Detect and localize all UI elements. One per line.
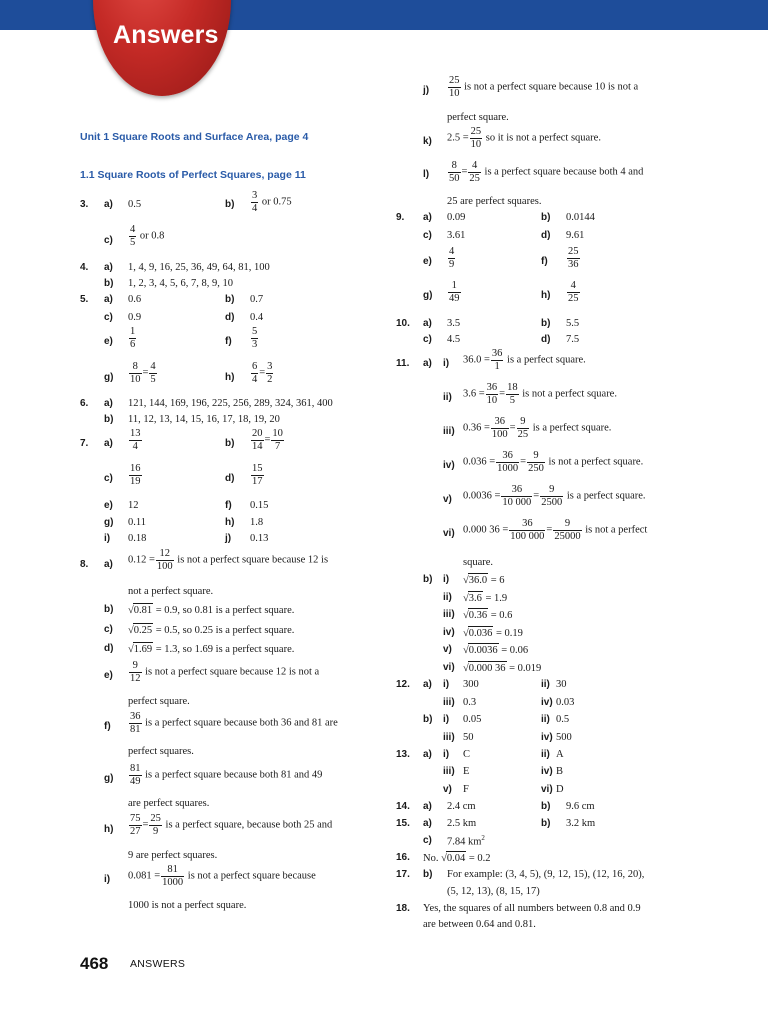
part-label: b) [104, 278, 114, 289]
answer-math: $\frac{5}{3}$ [252, 326, 258, 350]
answer-math: 0.0036 = $\frac{36}{10 000}$ = $\frac{9}{2500}$ is a perfect square. [463, 484, 646, 508]
answer-math: 7.84 $km^2$ [447, 834, 485, 848]
page-number: 468 [80, 954, 109, 973]
answer-text: 1, 4, 9, 16, 25, 36, 49, 64, 81, 100 [128, 262, 270, 273]
answer-text: 3.5 [447, 318, 461, 329]
question-number: 3. [80, 199, 89, 210]
answer-math: √0.25 = 0.5, so 0.25 is a perfect square. [128, 625, 295, 636]
answer-text: B [556, 766, 564, 777]
subpart-label: v) [443, 644, 452, 655]
answer-text: D [556, 784, 564, 795]
part-label: c) [104, 312, 113, 323]
answer-text: 50 [463, 732, 474, 743]
answer-math: $\frac{25}{10}$ is not a perfect square because 10 is not a [449, 75, 639, 99]
answer-text: 30 [556, 679, 567, 690]
part-label: j) [423, 85, 430, 96]
answer-text: 25 are perfect squares. [447, 196, 542, 207]
part-label: a) [104, 438, 113, 449]
question-number: 7. [80, 438, 89, 449]
answer-math: $\frac{4}{9}$ [449, 246, 455, 270]
part-label: a) [104, 262, 113, 273]
answer-text: 0.05 [463, 714, 482, 725]
question-number: 12. [396, 679, 410, 690]
answer-text: 1000 is not a perfect square. [128, 900, 247, 911]
answer-math: √0.036 = 0.19 [463, 628, 523, 639]
question-number: 17. [396, 869, 410, 880]
answer-text: 500 [556, 732, 572, 743]
subpart-label: vi) [541, 784, 553, 795]
part-label: b) [225, 294, 235, 305]
answer-math: 0.000 36 = $\frac{36}{100 000}$ = $\frac{9}{25000}$ is not a perfect [463, 518, 648, 542]
part-label: g) [104, 517, 114, 528]
part-label: d) [541, 230, 551, 241]
subpart-label: iv) [541, 766, 553, 777]
subpart-label: iv) [541, 697, 553, 708]
answer-math: $\frac{16}{19}$ [130, 463, 141, 487]
answer-text: 1, 2, 3, 4, 5, 6, 7, 8, 9, 10 [128, 278, 233, 289]
part-label: a) [423, 749, 432, 760]
subpart-label: ii) [443, 592, 452, 603]
answer-text: 300 [463, 679, 479, 690]
part-label: c) [104, 235, 113, 246]
answer-math: 2.5 = $\frac{25}{10}$ so it is not a perfect square. [447, 126, 601, 150]
part-label: h) [225, 517, 235, 528]
part-label: b) [541, 318, 551, 329]
answer-math: √3.6 = 1.9 [463, 593, 508, 604]
answer-math: $\frac{1}{6}$ [130, 326, 136, 350]
part-label: i) [104, 874, 111, 885]
answer-math: $\frac{4}{5}$ or 0.8 [130, 224, 165, 248]
question-number: 8. [80, 559, 89, 570]
part-label: c) [423, 334, 432, 345]
answer-math: $\frac{4}{25}$ [568, 280, 579, 304]
part-label: a) [104, 199, 113, 210]
part-label: a) [423, 679, 432, 690]
part-label: a) [104, 398, 113, 409]
part-label: b) [423, 714, 433, 725]
part-label: d) [225, 312, 235, 323]
question-number: 15. [396, 818, 410, 829]
subpart-label: ii) [541, 749, 550, 760]
answer-math: 36.0 = $\frac{36}{1}$ is a perfect square. [463, 348, 586, 372]
answer-text: A [556, 749, 564, 760]
part-label: b) [541, 801, 551, 812]
answer-math: √36.0 = 6 [463, 575, 505, 586]
answer-text: 0.6 [128, 294, 142, 305]
subpart-label: i) [443, 358, 450, 369]
answer-math: $\frac{3}{4}$ or 0.75 [252, 190, 292, 214]
answer-text: perfect square. [128, 696, 190, 707]
subpart-label: i) [443, 574, 450, 585]
part-label: h) [104, 824, 114, 835]
answer-text: 9 are perfect squares. [128, 850, 218, 861]
subpart-label: iv) [541, 732, 553, 743]
answer-math: No. √0.04 = 0.2 [423, 853, 491, 864]
subpart-label: iii) [443, 609, 455, 620]
part-label: b) [225, 438, 235, 449]
part-label: b) [541, 818, 551, 829]
subpart-label: ii) [541, 714, 550, 725]
subpart-label: iii) [443, 732, 455, 743]
answer-text: 4.5 [447, 334, 461, 345]
answer-math: $\frac{9}{12}$ is not a perfect square because 12 is not a [130, 660, 320, 684]
answer-text: 0.5 [128, 199, 142, 210]
answer-text: perfect square. [447, 112, 509, 123]
question-number: 5. [80, 294, 89, 305]
subpart-label: iii) [443, 697, 455, 708]
part-label: b) [104, 604, 114, 615]
answer-math: √1.69 = 1.3, so 1.69 is a perfect square. [128, 644, 295, 655]
answer-text: 0.15 [250, 500, 269, 511]
answer-math: $\frac{75}{27}$ = $\frac{25}{9}$ is a perfect square, because both 25 and [130, 813, 333, 837]
answer-text: are between 0.64 and 0.81. [423, 919, 536, 930]
subpart-label: i) [443, 714, 450, 725]
part-label: c) [104, 624, 113, 635]
subpart-label: iii) [443, 426, 455, 437]
part-label: a) [423, 318, 432, 329]
answer-text: (5, 12, 13), (8, 15, 17) [447, 886, 540, 897]
page-title: Answers [113, 21, 219, 49]
answer-text: 0.7 [250, 294, 264, 305]
part-label: b) [423, 574, 433, 585]
part-label: g) [423, 290, 433, 301]
part-label: a) [423, 212, 432, 223]
section-heading: 1.1 Square Roots of Perfect Squares, page 11 [80, 169, 306, 181]
subpart-label: v) [443, 784, 452, 795]
part-label: e) [104, 670, 113, 681]
part-label: h) [225, 372, 235, 383]
part-label: e) [423, 256, 432, 267]
answer-math: 0.12 = $\frac{12}{100}$ is not a perfect square because 12 is [128, 548, 329, 572]
part-label: b) [225, 199, 235, 210]
answer-math: √0.000 36 = 0.019 [463, 663, 542, 674]
answer-text: not a perfect square. [128, 586, 214, 597]
answer-math: √0.36 = 0.6 [463, 610, 513, 621]
answer-math: $\frac{15}{17}$ [252, 463, 263, 487]
unit-heading: Unit 1 Square Roots and Surface Area, page 4 [80, 131, 309, 143]
part-label: b) [104, 414, 114, 425]
answer-text: For example: (3, 4, 5), (9, 12, 15), (12, 16, 20), [447, 869, 645, 880]
part-label: f) [225, 336, 232, 347]
subpart-label: vi) [443, 662, 455, 673]
answer-text: 2.4 cm [447, 801, 476, 812]
part-label: a) [104, 559, 113, 570]
part-label: e) [104, 336, 113, 347]
answer-math: $\frac{25}{36}$ [568, 246, 579, 270]
answer-text: 0.18 [128, 533, 147, 544]
answer-text: 12 [128, 500, 139, 511]
answer-math: 0.081 = $\frac{81}{1000}$ is not a perfect square because [128, 864, 316, 888]
part-label: c) [423, 230, 432, 241]
answer-text: 5.5 [566, 318, 580, 329]
part-label: h) [541, 290, 551, 301]
answer-text: Yes, the squares of all numbers between 0.8 and 0.9 [423, 903, 641, 914]
question-number: 14. [396, 801, 410, 812]
answer-text: 3.2 km [566, 818, 596, 829]
answer-math: √0.81 = 0.9, so 0.81 is a perfect square. [128, 605, 295, 616]
subpart-label: iii) [443, 766, 455, 777]
part-label: a) [423, 818, 432, 829]
question-number: 9. [396, 212, 405, 223]
part-label: f) [541, 256, 548, 267]
subpart-label: ii) [541, 679, 550, 690]
answer-text: 0.3 [463, 697, 477, 708]
answer-text: 0.09 [447, 212, 466, 223]
part-label: f) [225, 500, 232, 511]
question-number: 4. [80, 262, 89, 273]
part-label: i) [104, 533, 111, 544]
answer-math: 0.36 = $\frac{36}{100}$ = $\frac{9}{25}$ is a perfect square. [463, 416, 612, 440]
answer-text: E [463, 766, 470, 777]
part-label: d) [104, 643, 114, 654]
part-label: g) [104, 372, 114, 383]
question-number: 16. [396, 852, 410, 863]
answer-text: 9.61 [566, 230, 585, 241]
answer-text: 121, 144, 169, 196, 225, 256, 289, 324, 361, 400 [128, 398, 333, 409]
answer-math: $\frac{8}{50}$ = $\frac{4}{25}$ is a perfect square because both 4 and [449, 160, 644, 184]
question-number: 6. [80, 398, 89, 409]
subpart-label: ii) [443, 392, 452, 403]
part-label: a) [423, 801, 432, 812]
part-label: b) [541, 212, 551, 223]
answer-math: $\frac{81}{49}$ is a perfect square because both 81 and 49 [130, 763, 323, 787]
answer-math: $\frac{36}{81}$ is a perfect square because both 36 and 81 are [130, 711, 338, 735]
question-number: 11. [396, 358, 410, 369]
part-label: a) [104, 294, 113, 305]
answer-text: 0.9 [128, 312, 142, 323]
footer-label: ANSWERS [130, 958, 186, 970]
answer-math: $\frac{13}{4}$ [130, 428, 141, 452]
question-number: 18. [396, 903, 410, 914]
answer-text: square. [463, 557, 494, 568]
answer-text: F [463, 784, 469, 795]
question-number: 13. [396, 749, 410, 760]
question-number: 10. [396, 318, 410, 329]
answer-text: 0.11 [128, 517, 146, 528]
subpart-label: i) [443, 749, 450, 760]
answer-text: 9.6 cm [566, 801, 595, 812]
answer-text: 0.03 [556, 697, 575, 708]
answer-text: 1.8 [250, 517, 264, 528]
answer-math: $\frac{6}{4}$ = $\frac{3}{2}$ [252, 361, 273, 385]
answer-text: 0.5 [556, 714, 570, 725]
subpart-label: v) [443, 494, 452, 505]
answer-math: 3.6 = $\frac{36}{10}$ = $\frac{18}{5}$ is not a perfect square. [463, 382, 617, 406]
subpart-label: vi) [443, 528, 455, 539]
part-label: c) [104, 473, 113, 484]
part-label: d) [541, 334, 551, 345]
answer-text: 0.4 [250, 312, 264, 323]
answer-text: perfect squares. [128, 746, 194, 757]
answer-text: 7.5 [566, 334, 580, 345]
part-label: g) [104, 773, 114, 784]
part-label: k) [423, 136, 432, 147]
answer-math: $\frac{8}{10}$ = $\frac{4}{5}$ [130, 361, 156, 385]
answer-text: 0.13 [250, 533, 269, 544]
answer-text: 3.61 [447, 230, 466, 241]
answer-math: 0.036 = $\frac{36}{1000}$ = $\frac{9}{250}$ is not a perfect square. [463, 450, 644, 474]
answer-text: 0.0144 [566, 212, 595, 223]
answer-math: $\frac{20}{14}$ = $\frac{10}{7}$ [252, 428, 283, 452]
answer-text: are perfect squares. [128, 798, 210, 809]
part-label: c) [423, 835, 432, 846]
answer-math: √0.0036 = 0.06 [463, 645, 529, 656]
part-label: b) [423, 869, 433, 880]
answer-text: 11, 12, 13, 14, 15, 16, 17, 18, 19, 20 [128, 414, 280, 425]
answer-math: $\frac{1}{49}$ [449, 280, 460, 304]
subpart-label: iv) [443, 460, 455, 471]
part-label: e) [104, 500, 113, 511]
part-label: a) [423, 358, 432, 369]
part-label: f) [104, 721, 111, 732]
subpart-label: iv) [443, 627, 455, 638]
part-label: j) [225, 533, 232, 544]
subpart-label: i) [443, 679, 450, 690]
part-label: d) [225, 473, 235, 484]
part-label: l) [423, 169, 430, 180]
answer-text: 2.5 km [447, 818, 477, 829]
answer-text: C [463, 749, 471, 760]
